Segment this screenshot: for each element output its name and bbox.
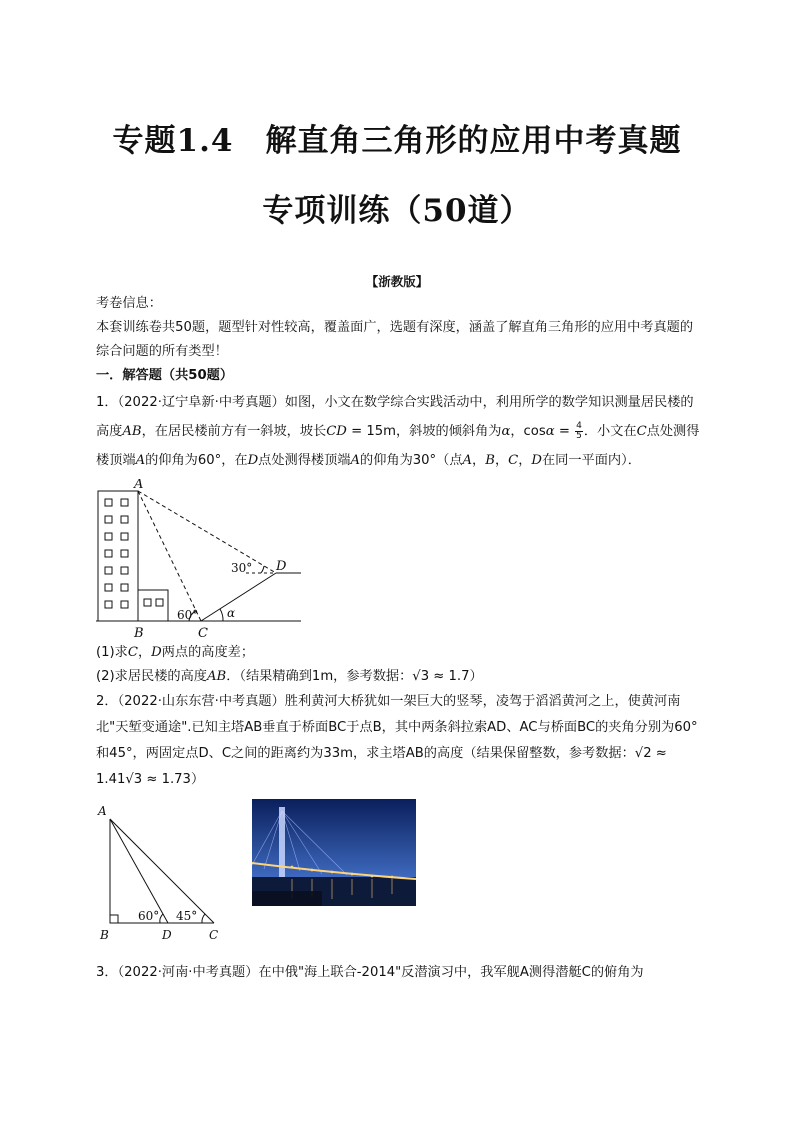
building-window [105, 584, 112, 591]
q1-text: 1．（2022·辽宁阜新·中考真题）如图，小文在数学综合实践活动中，利用所学的数学知识测量居民楼的高度 [96, 395, 694, 439]
building-window [121, 601, 128, 608]
q1-text: ．小文在 [583, 424, 637, 439]
figure-building-slope [96, 479, 316, 641]
q1-var-d: D [151, 645, 162, 660]
fig1-label-alpha: α [227, 606, 236, 620]
q1-text: 点处测得楼顶端 [258, 453, 351, 468]
q1-var-c: C [508, 453, 519, 468]
q1-text: 在同一平面内）． [541, 453, 641, 468]
q1-var-d: D [531, 453, 542, 468]
building-window [105, 567, 112, 574]
fraction-four-fifths [575, 422, 583, 441]
q1-sub-1 [96, 641, 700, 665]
building-window [121, 499, 128, 506]
fig2-angle-45: 45° [176, 909, 198, 923]
fig1-label-c: C [198, 626, 208, 641]
q1-text: 的仰角为60°，在 [145, 453, 248, 468]
question-1 [96, 388, 700, 475]
building-window [144, 599, 151, 606]
q1-var-a: A [350, 453, 361, 468]
q1-text: = 15m，斜坡的倾斜角为 [346, 424, 502, 439]
building-window [105, 499, 112, 506]
fraction-numerator: 4 [576, 420, 582, 431]
q1-text: 的仰角为30°（点 [360, 453, 463, 468]
q1-sub-text: ．（结果精确到1m，参考数据：√3 ≈ 1.7） [226, 669, 483, 684]
building-window [105, 550, 112, 557]
q1-var-alpha: α [501, 424, 511, 439]
fig2-label-a: A [98, 804, 107, 818]
bridge-night-photo [252, 799, 416, 906]
q1-var-a: A [462, 453, 473, 468]
q1-sub-text: (1)求 [96, 645, 128, 660]
title-line-1: 专题1.4 解直角三角形的应用中考真题 [112, 123, 682, 159]
fig1-label-a: A [134, 479, 144, 492]
building-window [156, 599, 163, 606]
q1-var-a: A [135, 453, 146, 468]
q1-text: ，cos [510, 424, 546, 439]
figure-bridge-triangle [96, 799, 226, 959]
q1-var-cd: CD [326, 424, 347, 439]
question-2: 2．（2022·山东东营·中考真题）胜利黄河大桥犹如一架巨大的竖琴，凌驾于滔滔黄河之上，使黄河南北"天堑变通途".已知主塔AB垂直于桥面BC于点B，其中两条斜拉索AD、AC与桥面BC的夹角分别为60°和45°，两固定点D、C之间的距离约为33m，求主塔AB的高度（结果保留整数，参考数据：√2 ≈ 1.41√3 ≈ 1.73） [96, 694, 698, 787]
q1-sub-text: 两点的高度差； [161, 645, 255, 660]
fig1-label-d: D [276, 559, 287, 574]
q1-var-ab: AB [207, 669, 227, 684]
q1-text: 点处测得楼顶端 [96, 424, 700, 468]
q2-figures [96, 799, 700, 959]
question-3: 3．（2022·河南·中考真题）在中俄"海上联合-2014"反潜演习中，我军舰A测得潜艇C的俯角为 [96, 965, 644, 980]
fig2-label-c: C [209, 928, 219, 942]
document-body [96, 292, 700, 985]
fig1-angle-30: 30° [231, 561, 253, 575]
info-label: 考卷信息： [96, 296, 162, 311]
q1-var-c: C [636, 424, 647, 439]
q1-var-alpha: α [545, 424, 555, 439]
q1-text: ，在居民楼前方有一斜坡，坡长 [141, 424, 327, 439]
building-window [105, 533, 112, 540]
info-text: 本套训练卷共50题，题型针对性较高，覆盖面广，选题有深度，涵盖了解直角三角形的应用中考真题的综合问题的所有类型！ [96, 320, 694, 359]
q1-sub-2 [96, 665, 700, 689]
fraction-denominator: 5 [576, 430, 582, 441]
building-window [121, 516, 128, 523]
section-title: 一．解答题（共50题） [96, 368, 234, 383]
q1-text: ， [472, 453, 486, 468]
q1-var-ab: AB [122, 424, 142, 439]
q1-var-c: C [127, 645, 138, 660]
fig2-label-b: B [100, 928, 109, 942]
fig2-angle-60: 60° [138, 909, 160, 923]
fig1-angle-60: 60° [177, 608, 199, 622]
building-window [105, 516, 112, 523]
fig2-label-d: D [162, 928, 172, 942]
q1-var-d: D [247, 453, 259, 468]
building-window [121, 533, 128, 540]
q1-sub-text: (2)求居民楼的高度 [96, 669, 207, 684]
edition-label: 【浙教版】 [365, 274, 429, 289]
building-window [105, 601, 112, 608]
q1-sub-text: ， [137, 645, 152, 660]
q1-var-b: B [485, 453, 495, 468]
q1-text: ， [518, 453, 532, 468]
building-window [121, 567, 128, 574]
building-window [121, 550, 128, 557]
title-line-2: 专项训练（50道） [262, 193, 532, 229]
q1-text: ， [494, 453, 509, 468]
q1-text: = [554, 424, 575, 439]
building-window [121, 584, 128, 591]
fig1-label-b: B [134, 626, 144, 641]
